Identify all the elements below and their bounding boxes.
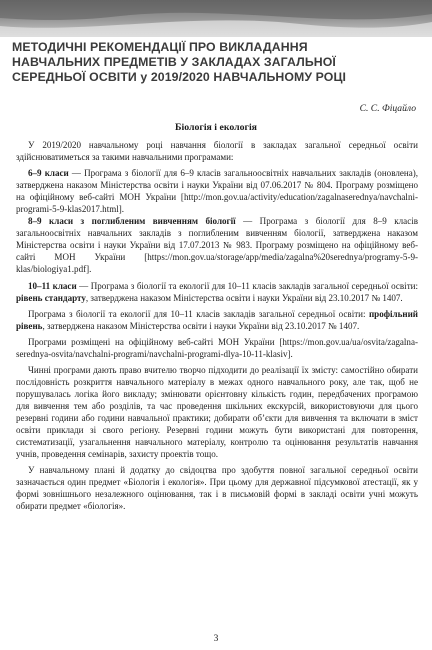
- header-wave-decoration: [0, 0, 432, 37]
- document-body: [16, 139, 418, 516]
- profile-level-label: профільний рівень: [16, 308, 418, 331]
- grades-8-9-label: 8–9 класи з поглибленим вивченням біології: [28, 216, 236, 227]
- grades-10-11-text-a: — Програма з біології та екології для 10–11 класів закладів загальної середньої освіти:: [76, 280, 419, 291]
- paragraph-grades-8-9-advanced: [16, 215, 418, 275]
- grades-8-9-text: — Програма з біології для 8–9 класів загальноосвітніх навчальних закладів з поглибленим вивченням біології, затверджена наказом Міністерства освіти і науки України від 17.07.2013 № 983. Програму розміщено на офіційному веб-сайті МОН України [https://mon.gov.ua/storage/app/media/zagalna%20serednya/programy-5-9-klas/biologiya1.pdf].: [16, 216, 418, 275]
- grades-6-9-label: 6–9 класи: [28, 168, 69, 179]
- standard-level-label: рівень стандарту: [16, 292, 86, 303]
- paragraph-grades-10-11-profile: [16, 308, 418, 332]
- paragraph-programs-location: Програми розміщені на офіційному веб-сайті МОН України [https://mon.gov.ua/ua/osvita/zagalna-serednya-osvita/navchalni-programi/navchalni-programi-dlya-10-11-klasiv].: [16, 336, 418, 359]
- title-line-2: НАВЧАЛЬНИХ ПРЕДМЕТІВ У ЗАКЛАДАХ ЗАГАЛЬНОЇ: [12, 55, 336, 69]
- author-name: С. С. Фіцайло: [359, 103, 416, 114]
- section-heading: Біологія і екологія: [175, 122, 257, 133]
- grades-10-11-text-b: , затверджена наказом Міністерства освіти і науки України від 23.10.2017 № 1407.: [85, 292, 403, 303]
- header-decorative-band: [0, 0, 432, 37]
- intro-paragraph: У 2019/2020 навчальному році навчання біології в закладах загальної середньої освіти здійснюватиметься за такими навчальними програмами:: [16, 140, 418, 163]
- grades-10-11-label: 10–11 класи: [28, 280, 77, 291]
- paragraph-teacher-rights: Чинні програми дають право вчителю творчо підходити до реалізації їх змісту: самостійно обирати послідовність розкриття навчального матеріалу в межах одного навчального року, але так, щоб не порушувалась логіка його викладу; змінювати орієнтовну кількість годин, передбачених програмою для вивчення тем або розділів, та час проведення шкільних екскурсій, використовуючи для цього резервні години або години навчальної практики; добирати об’єкти для вивчення та включати в зміст освіти приклади зі свого регіону. Резервні години можуть бути використані для повторення, систематизації, узагальнення навчального матеріалу, контролю та оцінювання результатів навчання учнів, проведення семінарів, захисту проектів тощо.: [16, 364, 418, 460]
- profile-text-b: , затверджена наказом Міністерства освіти і науки України від 23.10.2017 № 1407.: [42, 320, 360, 331]
- paragraph-grades-6-9: [16, 167, 418, 215]
- grades-6-9-text: — Програма з біології для 6–9 класів загальноосвітніх навчальних закладів (оновлена), затверджена наказом Міністерства освіти і науки України від 07.06.2017 № 804. Програму розміщено на офіційному веб-сайті МОН України [http://mon.gov.ua/activity/education/zagalnaserednya/navchalni-programi-5-9-klas2017.html].: [16, 168, 419, 215]
- paragraph-grades-10-11-standard: [16, 280, 418, 304]
- title-line-1: МЕТОДИЧНІ РЕКОМЕНДАЦІЇ ПРО ВИКЛАДАННЯ: [12, 40, 308, 54]
- document-title: [12, 40, 422, 85]
- title-line-3: СЕРЕДНЬОЇ ОСВІТИ у 2019/2020 НАВЧАЛЬНОМУ РОЦІ: [12, 70, 347, 84]
- profile-text-a: Програма з біології та екології для 10–11 класів закладів загальної середньої освіти:: [28, 308, 369, 319]
- page-number: 3: [213, 634, 219, 644]
- paragraph-curriculum-subject: У навчальному плані й додатку до свідоцтва про здобуття повної загальної середньої освіти зазначається один предмет «Біологія і екологія». При цьому для державної підсумкової атестації, як у формі зовнішнього незалежного оцінювання, так і в письмовій формі в закладі освіти учні можуть обирати предмет «біологія».: [16, 465, 418, 512]
